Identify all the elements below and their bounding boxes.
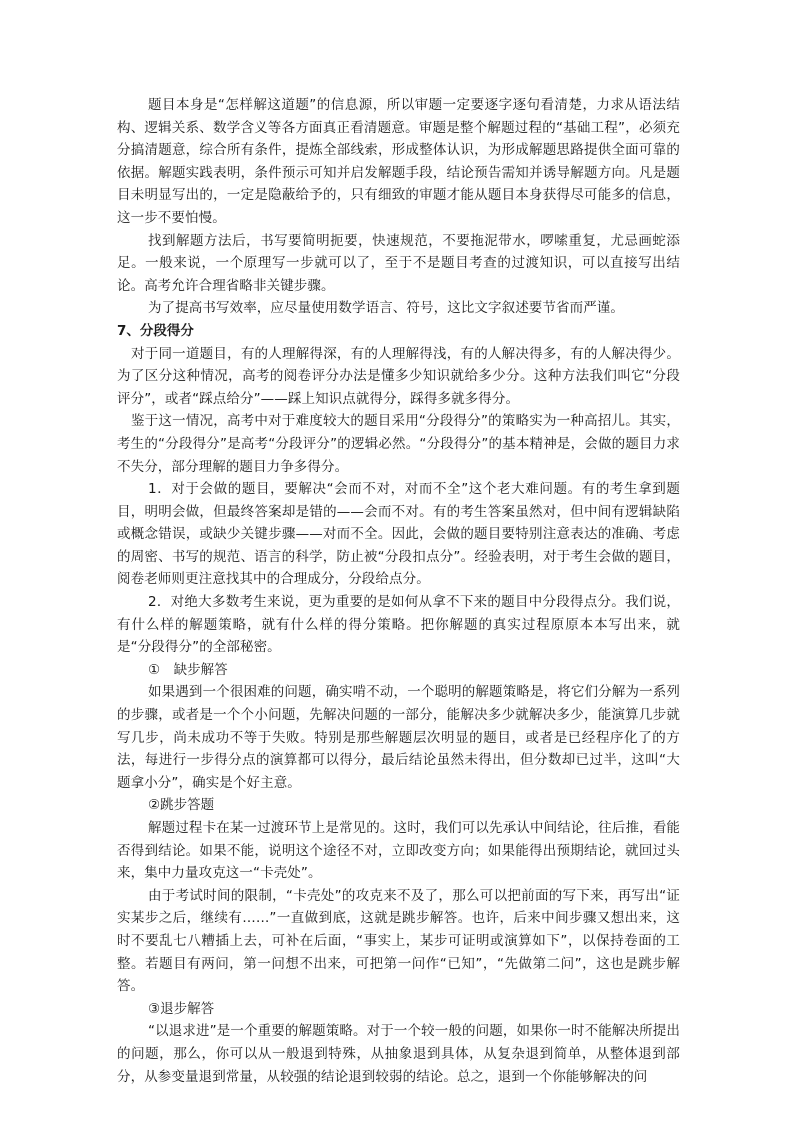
paragraph-step-back: “以退求进”是一个重要的解题策略。对于一个较一般的问题，如果你一时不能解决所提出的问题，那么，你可以从一般退到特殊，从抽象退到具体，从复杂退到简单，从整体退到部分，从参变量退到常量，从较强的结论退到较弱的结论。总之，退到一个你能够解决的问 — [117, 1023, 680, 1085]
paragraph-missing-step: 如果遇到一个很困难的问题，确实啃不动，一个聪明的解题策略是，将它们分解为一系列的步骤，或者是一个个小问题，先解决问题的一部分，能解决多少就解决多少，能演算几步就写几步，尚未成功不等于失败。特别是那些解题层次明显的题目，或者是已经程序化了的方法，每进行一步得分点的演算都可以得分，最后结论虽然未得出，但分数却已过半，这叫“大题拿小分”，确实是个好主意。 — [117, 684, 680, 791]
subheading-missing-step: ① 缺步解答 — [148, 661, 228, 678]
paragraph-concise-writing: 找到解题方法后，书写要简明扼要，快速规范，不要拖泥带水，啰嗦重复，尤忌画蛇添足。一般来说，一个原理写一步就可以了，至于不是题目考查的过渡知识，可以直接写出结论。高考允许合理省略非关键步骤。 — [117, 232, 680, 294]
paragraph-point-2: 2．对绝大多数考生来说，更为重要的是如何从拿不下来的题目中分段得点分。我们说，有什么样的解题策略，就有什么样的得分策略。把你解题的真实过程原原本本写出来，就是“分段得分”的全部秘密。 — [117, 594, 680, 656]
subheading-step-back: ③退步解答 — [148, 1000, 215, 1017]
subheading-skip-step: ②跳步答题 — [148, 797, 215, 814]
paragraph-segment-scoring-intro: 对于同一道题目，有的人理解得深，有的人理解得浅，有的人解决得多，有的人解决得少。为了区分这种情况，高考的阅卷评分办法是懂多少知识就给多少分。这种方法我们叫它“分段评分”，或者“踩点给分”——踩上知识点就得分，踩得多就多得分。 — [117, 345, 680, 407]
paragraph-point-1: 1．对于会做的题目，要解决“会而不对，对而不全”这个老大难问题。有的考生拿到题目，明明会做，但最终答案却是错的——会而不对。有的考生答案虽然对，但中间有逻辑缺陷或概念错误，或缺少关键步骤——对而不全。因此，会做的题目要特别注意表达的准确、考虑的周密、书写的规范、语言的科学，防止被“分段扣点分”。经验表明，对于考生会做的题目，阅卷老师则更注意找其中的合理成分，分段给点分。 — [117, 481, 680, 588]
paragraph-writing-efficiency: 为了提高书写效率，应尽量使用数学语言、符号，这比文字叙述要节省而严谨。 — [148, 300, 624, 317]
section-heading-segment-scoring: 7、分段得分 — [117, 322, 194, 339]
paragraph-review-question: 题目本身是“怎样解这道题”的信息源，所以审题一定要逐字逐句看清楚，力求从语法结构、逻辑关系、数学含义等各方面真正看清题意。审题是整个解题过程的“基础工程”，必须充分搞清题意，综合所有条件，提炼全部线索，形成整体认识，为形成解题思路提供全面可靠的依据。解题实践表明，条件预示可知并启发解题手段，结论预告需知并诱导解题方向。凡是题目未明显写出的，一定是隐蔽给予的，只有细致的审题才能从题目本身获得尽可能多的信息，这一步不要怕慢。 — [117, 97, 680, 226]
paragraph-skip-step-1: 解题过程卡在某一过渡环节上是常见的。这时，我们可以先承认中间结论，往后推，看能否得到结论。如果不能，说明这个途径不对，立即改变方向；如果能得出预期结论，就回过头来，集中力量攻克这一“卡壳处”。 — [117, 820, 680, 882]
paragraph-segment-scoring-strategy: 鉴于这一情况，高考中对于难度较大的题目采用“分段得分”的策略实为一种高招儿。其实，考生的“分段得分”是高考“分段评分”的逻辑必然。“分段得分”的基本精神是，会做的题目力求不失分，部分理解的题目力争多得分。 — [117, 413, 680, 475]
document-body — [117, 94, 680, 1088]
paragraph-skip-step-2: 由于考试时间的限制，“卡壳处”的攻克来不及了，那么可以把前面的写下来，再写出“证实某步之后，继续有……”一直做到底，这就是跳步解答。也许，后来中间步骤又想出来，这时不要乱七八糟插上去，可补在后面，“事实上，某步可证明或演算如下”，以保持卷面的工整。若题目有两问，第一问想不出来，可把第一问作“已知”，“先做第二问”，这也是跳步解答。 — [117, 887, 680, 995]
